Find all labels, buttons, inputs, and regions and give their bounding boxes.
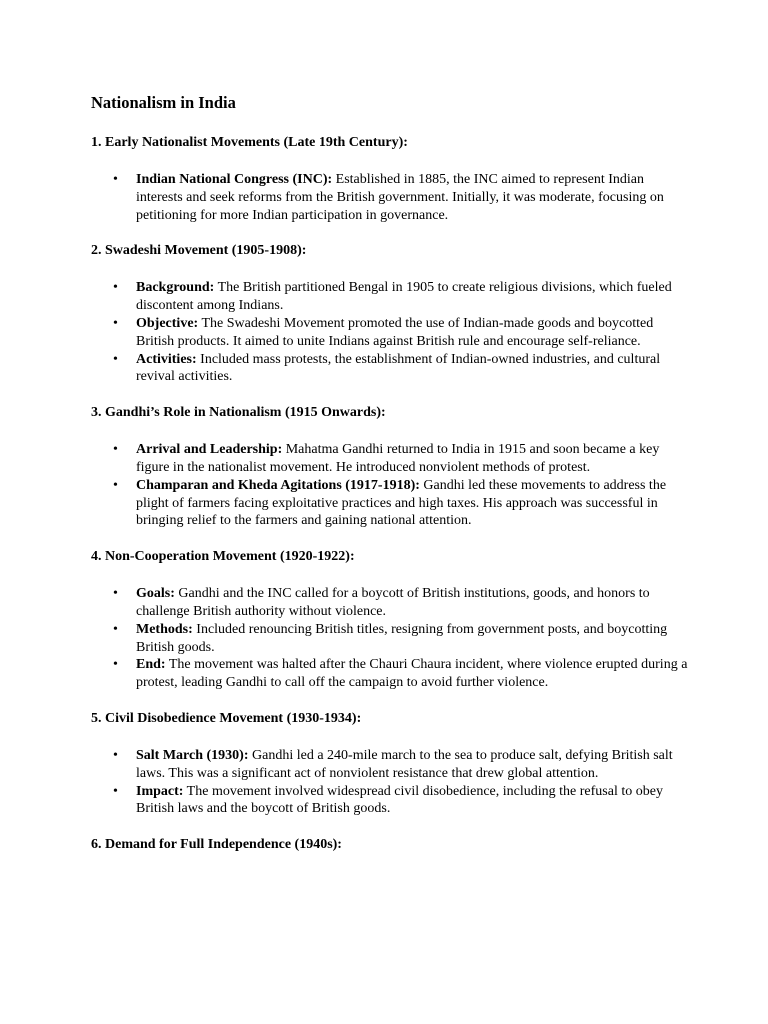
list-item — [91, 783, 691, 819]
item-text: The Swadeshi Movement promoted the use of Indian-made goods and boycotted British products. It aimed to unite Indians against British rule and encourage self-reliance. — [136, 315, 654, 349]
item-term: Salt March (1930): — [136, 747, 249, 763]
item-term: Indian National Congress (INC): — [136, 172, 333, 187]
bullet-icon: • — [113, 315, 118, 331]
item-term: Arrival and Leadership: — [136, 442, 283, 458]
item-text: Established in 1885, the INC aimed to represent Indian interests and seek reforms from the British government. Initially, it was moderate, focusing on petitioning for more Indian participation in governance. — [136, 172, 664, 223]
list-item — [91, 621, 691, 657]
document-title: Nationalism in India — [91, 93, 236, 112]
item-text: The movement was halted after the Chauri Chaura incident, where violence erupted during a protest, leading Gandhi to call off the campaign to avoid further violence. — [136, 657, 688, 691]
item-term: Background: — [136, 280, 215, 296]
bullet-icon: • — [113, 351, 118, 367]
list-item — [91, 585, 691, 621]
item-term: Champaran and Kheda Agitations (1917-1918): — [136, 477, 420, 493]
document-page — [91, 92, 691, 873]
section-heading: 6. Demand for Full Independence (1940s): — [91, 837, 342, 853]
item-text: Gandhi led these movements to address the plight of farmers facing exploitative practices and high taxes. His approach was successful in bringing relief to the farmers and gaining national attention. — [136, 477, 667, 529]
bullet-icon: • — [113, 172, 118, 187]
list-item — [91, 279, 691, 315]
list-item — [91, 351, 691, 387]
list-item — [91, 656, 691, 692]
section-heading: 5. Civil Disobedience Movement (1930-1934): — [91, 710, 362, 726]
section-heading: 3. Gandhi’s Role in Nationalism (1915 Onwards): — [91, 405, 386, 421]
list-item — [91, 477, 691, 530]
bullet-icon: • — [113, 621, 118, 637]
item-text: Gandhi led a 240-mile march to the sea to produce salt, defying British salt laws. This was a significant act of nonviolent resistance that drew global attention. — [136, 747, 673, 781]
bullet-icon: • — [113, 280, 118, 296]
bullet-icon: • — [113, 747, 118, 763]
bullet-list — [91, 441, 691, 530]
item-text: The British partitioned Bengal in 1905 to create religious divisions, which fueled discontent among Indians. — [136, 280, 672, 314]
item-term: Activities: — [136, 351, 197, 367]
item-text: Gandhi and the INC called for a boycott of British institutions, goods, and honors to challenge British authority without violence. — [136, 586, 650, 619]
bullet-icon: • — [113, 586, 118, 602]
bullet-icon: • — [113, 442, 118, 458]
item-text: Included mass protests, the establishment of Indian-owned industries, and cultural revival activities. — [136, 351, 661, 385]
item-text: The movement involved widespread civil disobedience, including the refusal to obey British laws and the boycott of British goods. — [136, 783, 663, 817]
bullet-list — [91, 171, 691, 224]
item-term: Methods: — [136, 621, 193, 637]
list-item — [91, 747, 691, 783]
item-term: Impact: — [136, 783, 184, 799]
section-heading: 1. Early Nationalist Movements (Late 19th Century): — [91, 135, 408, 150]
item-text: Included renouncing British titles, resigning from government posts, and boycotting British goods. — [136, 621, 668, 655]
list-item — [91, 441, 691, 477]
item-term: Objective: — [136, 315, 199, 331]
list-item — [91, 315, 691, 351]
bullet-list — [91, 585, 691, 692]
bullet-list — [91, 747, 691, 818]
bullet-icon: • — [113, 657, 118, 673]
list-item — [91, 171, 691, 224]
item-term: Goals: — [136, 586, 175, 602]
bullet-list — [91, 279, 691, 386]
item-text: Mahatma Gandhi returned to India in 1915 and soon became a key figure in the nationalist movement. He introduced nonviolent methods of protest. — [136, 442, 660, 475]
bullet-icon: • — [113, 477, 118, 493]
section-heading: 2. Swadeshi Movement (1905-1908): — [91, 243, 307, 259]
section-heading: 4. Non-Cooperation Movement (1920-1922): — [91, 549, 355, 565]
bullet-icon: • — [113, 783, 118, 799]
item-term: End: — [136, 657, 166, 673]
